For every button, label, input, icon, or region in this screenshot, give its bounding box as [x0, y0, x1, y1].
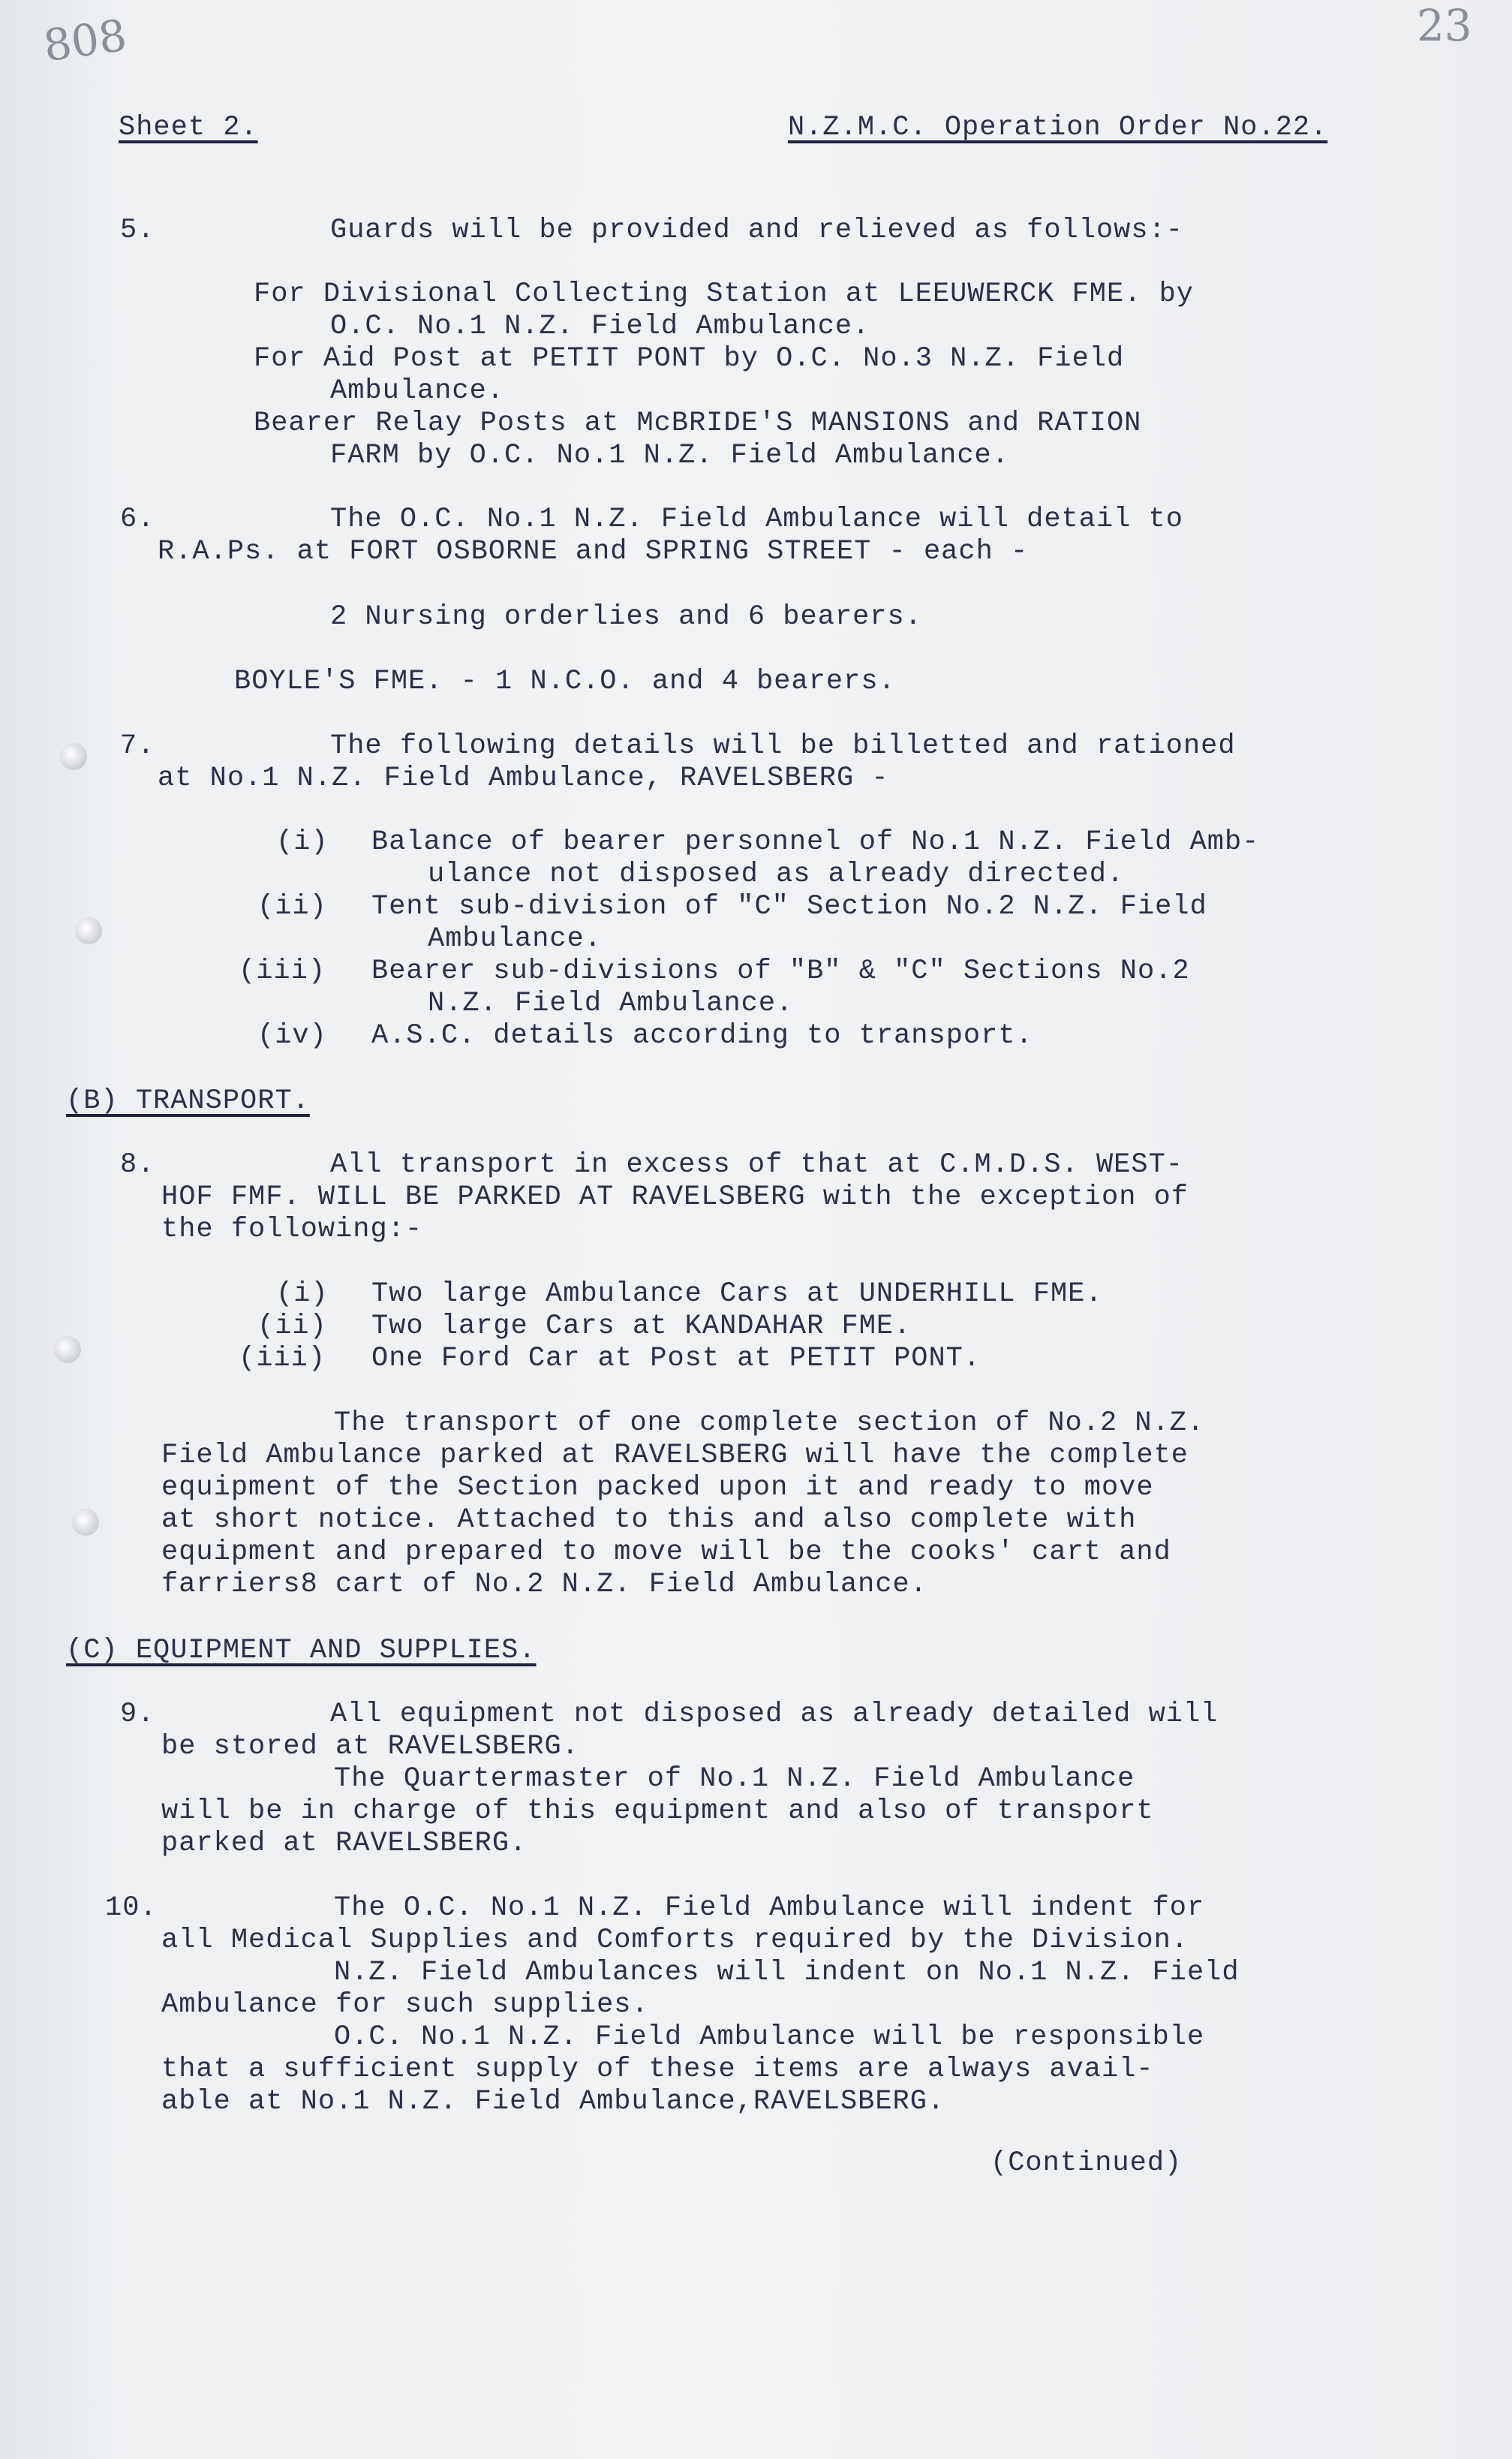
- para-8-line: All transport in excess of that at C.M.D.S. WEST-: [330, 1149, 1183, 1181]
- list-item-line: Bearer sub-divisions of "B" & "C" Sections No.2: [371, 956, 1190, 987]
- para-6-line: BOYLE'S FME. - 1 N.C.O. and 4 bearers.: [234, 666, 896, 697]
- para-7-line: The following details will be billetted and rationed: [330, 730, 1236, 762]
- handwritten-page-number: 23: [1417, 0, 1472, 51]
- list-item-line: One Ford Car at Post at PETIT PONT.: [371, 1343, 981, 1374]
- para-8-line: farriers8 cart of No.2 N.Z. Field Ambulance.: [161, 1569, 927, 1600]
- para-5-line: Bearer Relay Posts at McBRIDE'S MANSIONS and RATION: [254, 408, 1142, 439]
- para-10-line: that a sufficient supply of these items are always avail-: [161, 2054, 1154, 2085]
- para-8-line: equipment of the Section packed upon it and ready to move: [161, 1472, 1154, 1503]
- para-9-line: parked at RAVELSBERG.: [161, 1828, 528, 1859]
- list-item-line: A.S.C. details according to transport.: [371, 1020, 1033, 1052]
- sheet-number: Sheet 2.: [119, 112, 258, 143]
- para-5-line: For Aid Post at PETIT PONT by O.C. No.3 N.Z. Field: [254, 343, 1125, 375]
- para-9-number: 9.: [120, 1699, 155, 1730]
- list-marker: (iii): [239, 1343, 326, 1374]
- para-5-line: Ambulance.: [330, 375, 505, 407]
- para-10-number: 10.: [105, 1892, 158, 1924]
- para-10-line: able at No.1 N.Z. Field Ambulance,RAVELSBERG.: [161, 2086, 945, 2117]
- punch-hole: [72, 1509, 99, 1536]
- para-10-line: Ambulance for such supplies.: [161, 1989, 649, 2021]
- list-marker: (i): [276, 826, 329, 858]
- para-8-line: The transport of one complete section of No.2 N.Z.: [334, 1407, 1205, 1439]
- order-title: N.Z.M.C. Operation Order No.22.: [788, 112, 1328, 143]
- para-8-line: Field Ambulance parked at RAVELSBERG will have the complete: [161, 1440, 1189, 1471]
- list-item-line: Tent sub-division of "C" Section No.2 N.Z. Field: [371, 891, 1207, 923]
- para-5-line: For Divisional Collecting Station at LEEUWERCK FME. by: [254, 278, 1194, 310]
- punch-hole: [75, 917, 102, 944]
- section-heading-transport: (B) TRANSPORT.: [66, 1085, 310, 1117]
- punch-hole: [54, 1336, 81, 1363]
- para-8-line: the following:-: [161, 1214, 423, 1245]
- para-6-line: R.A.Ps. at FORT OSBORNE and SPRING STREET - each -: [158, 536, 1029, 567]
- list-item-line: Two large Ambulance Cars at UNDERHILL FME.: [371, 1278, 1103, 1310]
- list-marker: (iii): [239, 956, 326, 987]
- para-6-number: 6.: [120, 504, 155, 535]
- para-5-number: 5.: [120, 215, 155, 246]
- list-item-line: N.Z. Field Ambulance.: [428, 988, 794, 1019]
- handwritten-folio-number: 808: [40, 9, 130, 72]
- para-5-line: Guards will be provided and relieved as follows:-: [330, 215, 1183, 246]
- list-marker: (ii): [257, 891, 327, 923]
- para-5-line: FARM by O.C. No.1 N.Z. Field Ambulance.: [330, 440, 1009, 471]
- list-marker: (iv): [257, 1020, 327, 1052]
- list-marker: (i): [276, 1278, 329, 1310]
- punch-hole: [60, 743, 87, 770]
- para-7-number: 7.: [120, 730, 155, 762]
- para-5-line: O.C. No.1 N.Z. Field Ambulance.: [330, 311, 870, 342]
- para-8-line: equipment and prepared to move will be the cooks' cart and: [161, 1536, 1171, 1568]
- para-8-line: HOF FMF. WILL BE PARKED AT RAVELSBERG with the exception of: [161, 1181, 1189, 1213]
- para-10-line: O.C. No.1 N.Z. Field Ambulance will be responsible: [334, 2021, 1205, 2053]
- para-8-number: 8.: [120, 1149, 155, 1181]
- para-9-line: The Quartermaster of No.1 N.Z. Field Ambulance: [334, 1763, 1135, 1795]
- para-10-line: The O.C. No.1 N.Z. Field Ambulance will indent for: [334, 1892, 1205, 1924]
- list-item-line: Two large Cars at KANDAHAR FME.: [371, 1311, 912, 1342]
- list-item-line: Balance of bearer personnel of No.1 N.Z. Field Amb-: [371, 826, 1260, 858]
- para-9-line: be stored at RAVELSBERG.: [161, 1731, 579, 1762]
- para-6-line: 2 Nursing orderlies and 6 bearers.: [330, 601, 922, 633]
- para-6-line: The O.C. No.1 N.Z. Field Ambulance will detail to: [330, 504, 1183, 535]
- list-item-line: Ambulance.: [428, 923, 603, 955]
- para-9-line: All equipment not disposed as already detailed will: [330, 1699, 1219, 1730]
- continued-note: (Continued): [990, 2147, 1183, 2179]
- list-item-line: ulance not disposed as already directed.: [428, 859, 1125, 890]
- para-8-line: at short notice. Attached to this and also complete with: [161, 1504, 1137, 1536]
- para-10-line: N.Z. Field Ambulances will indent on No.1 N.Z. Field: [334, 1957, 1240, 1988]
- list-marker: (ii): [257, 1311, 327, 1342]
- para-7-line: at No.1 N.Z. Field Ambulance, RAVELSBERG -: [158, 763, 889, 794]
- para-9-line: will be in charge of this equipment and also of transport: [161, 1795, 1154, 1827]
- section-heading-equipment: (C) EQUIPMENT AND SUPPLIES.: [66, 1635, 537, 1666]
- para-10-line: all Medical Supplies and Comforts required by the Division.: [161, 1925, 1189, 1956]
